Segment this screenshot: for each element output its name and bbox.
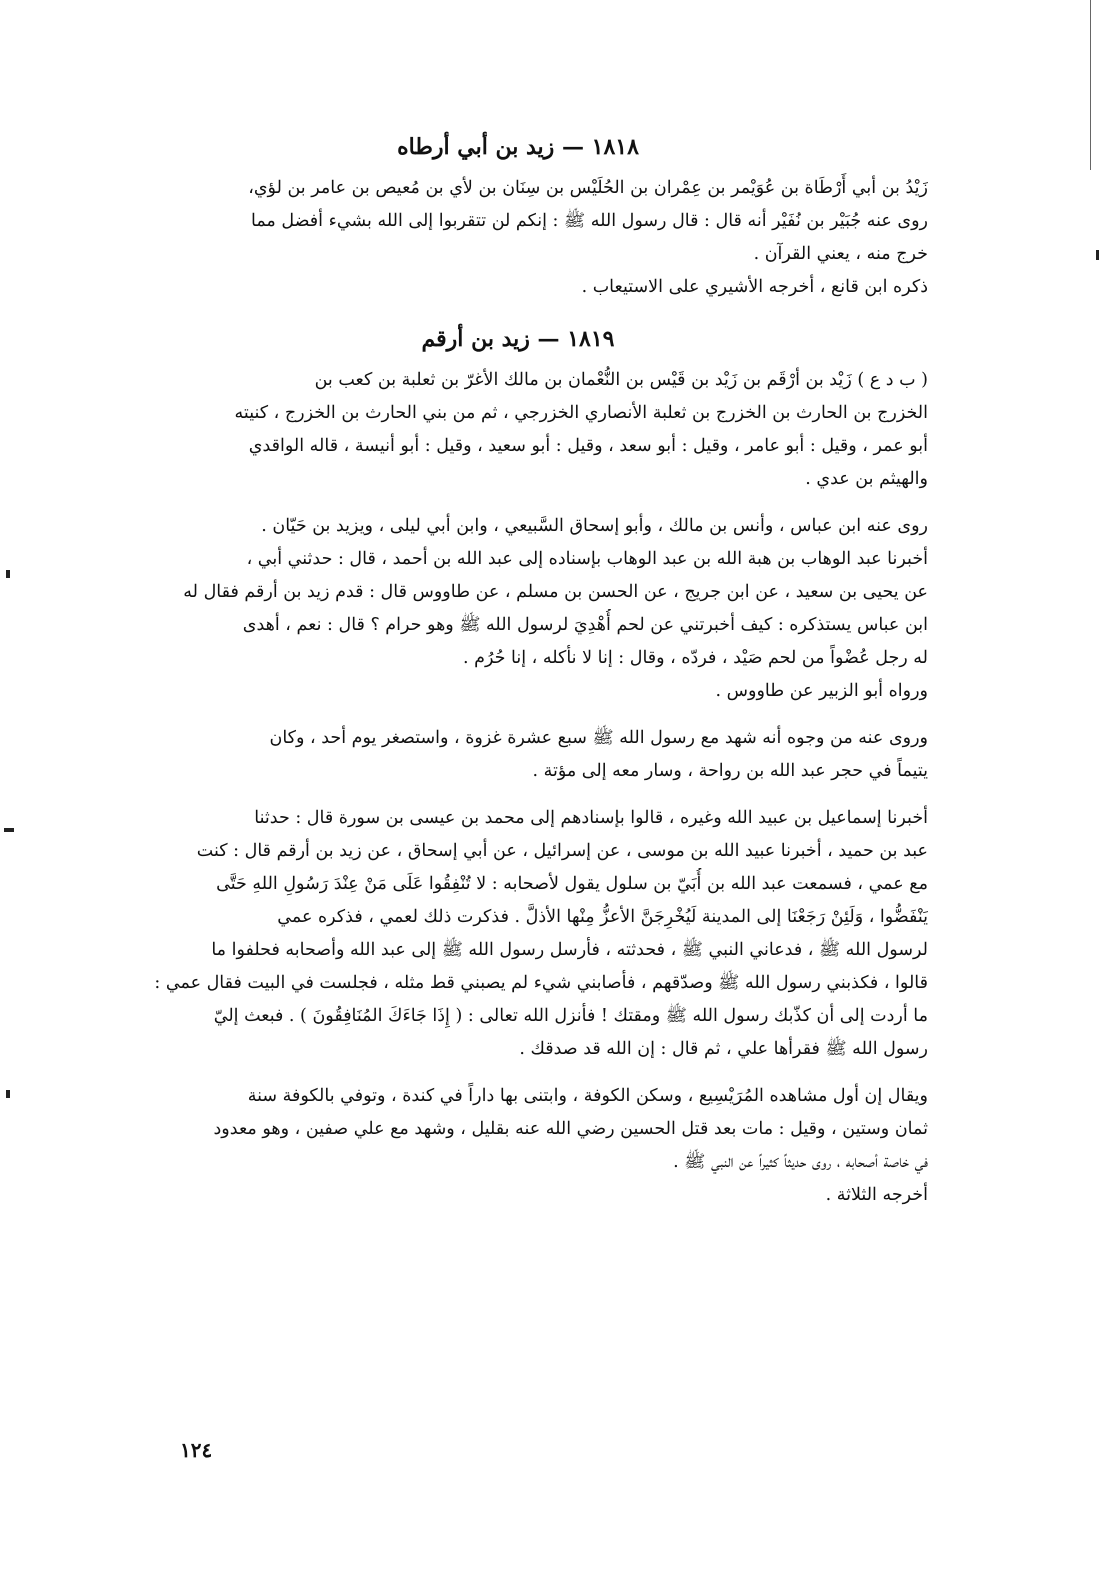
text-line: رسول الله ﷺ فقرأها علي ، ثم قال : إن الله قد صدقك . [519,1039,928,1059]
margin-mark [6,1090,10,1098]
text-line: ويقال إن أول مشاهده المُرَيْسِيع ، وسكن الكوفة ، وابتنى بها داراً في كندة ، وتوفي بالكوفة سنة [247,1086,928,1106]
text-line: في خاصة أصحابه ، روى حديثاً كثيراً عن النبي ﷺ . [673,1152,928,1172]
text-line: لرسول الله ﷺ ، فدعاني النبي ﷺ ، فحدثته ، فأرسل رسول الله ﷺ إلى عبد الله وأصحابه فحلفوا ما [211,940,928,960]
text-line: له رجل عُضْواً من لحم صَيْد ، فردّه ، وقال : إنا لا نأكله ، إنا حُرُم . [463,648,928,668]
entry-paragraph [108,543,928,675]
text-line: مع عمي ، فسمعت عبد الله بن أُبَيّ بن سلول يقول لأصحابه : لا تُنْفِقُوا عَلَى مَنْ عِنْدَ رَسُولِ اللهِ حَتَّى [216,874,928,894]
text-line: أخبرنا إسماعيل بن عبيد الله وغيره ، قالوا بإسنادهم إلى محمد بن عيسى بن سورة قال : حدثنا [254,808,928,828]
document-page [108,112,928,1532]
text-line: قالوا ، فكذبني رسول الله ﷺ وصدّقهم ، فأصابني شيء لم يصبني قط مثله ، فجلست في البيت فقال عمي : [154,973,928,993]
text-line: زَيْدُ بن أبي أَرْطَاة بن عُوَيْمر بن عِمْران بن الحُلَيْس بن سِنَان بن لأي بن مُعيص بن عامر بن لؤي، [248,178,928,198]
entry-paragraph [108,722,928,788]
entry-heading: ١٨١٨ — زيد بن أبي أرطاه [397,134,639,160]
text-line: عبد بن حميد ، أخبرنا عبيد الله بن موسى ، عن إسرائيل ، عن أبي إسحاق ، عن زيد بن أرقم قال : كنت [196,841,928,861]
text-line: خرج منه ، يعني القرآن . [753,244,928,264]
margin-mark [4,828,14,832]
page-number: ١٢٤ [180,1438,213,1462]
margin-mark [1096,250,1099,260]
scan-edge-line [1090,0,1091,170]
entry-paragraph [108,802,928,1066]
entry-paragraph [108,364,928,496]
text-line: روى عنه جُبَيْر بن نُفَيْر أنه قال : قال رسول الله ﷺ : إنكم لن تتقربوا إلى الله بشيء أفضل مما [250,211,928,231]
text-line: ابن عباس يستذكره : كيف أخبرتني عن لحم أُهْدِيَ لرسول الله ﷺ وهو حرام ؟ قال : نعم ، أهدى [242,615,928,635]
entry-paragraph [108,675,928,708]
text-line: يتيماً في حجر عبد الله بن رواحة ، وسار معه إلى مؤتة . [532,761,928,781]
entry-paragraph [108,510,928,543]
text-line: والهيثم بن عدي . [805,469,928,489]
text-line: أخبرنا عبد الوهاب بن هبة الله بن عبد الوهاب بإسناده إلى عبد الله بن أحمد ، قال : حدثني أبي ، [246,549,928,569]
text-line: الخزرج بن الحارث بن الخزرج بن ثعلبة الأنصاري الخزرجي ، ثم من بني الحارث بن الخزرج ، كنيته [234,403,928,423]
text-line: ورواه أبو الزبير عن طاووس . [715,681,928,701]
entry-paragraph [108,1179,928,1212]
entry-heading: ١٨١٩ — زيد بن أرقم [421,326,615,352]
margin-mark [6,570,10,578]
text-line: وروى عنه من وجوه أنه شهد مع رسول الله ﷺ سبع عشرة غزوة ، واستصغر يوم أحد ، وكان [269,728,928,748]
entry-paragraph [108,172,928,304]
text-line: أخرجه الثلاثة . [825,1185,928,1205]
text-line: يَنْفَضُّوا ، وَلَئِنْ رَجَعْنَا إلى المدينة لَيُخْرِجَنَّ الأعزُّ مِنْها الأذلَّ . فذكرت ذلك لعمي ، فذكره عمي [277,907,928,927]
text-line: عن يحيى بن سعيد ، عن ابن جريج ، عن الحسن بن مسلم ، عن طاووس قال : قدم زيد بن أرقم فقال له [183,582,928,602]
text-line: أبو عمر ، وقيل : أبو عامر ، وقيل : أبو سعد ، وقيل : أبو سعيد ، وقيل : أبو أنيسة ، قاله الواقدي [248,436,928,456]
text-line: ثمان وستين ، وقيل : مات بعد قتل الحسين رضي الله عنه بقليل ، وشهد مع علي صفين ، وهو معدود [213,1119,928,1139]
text-line: روى عنه ابن عباس ، وأنس بن مالك ، وأبو إسحاق السَّبيعي ، وابن أبي ليلى ، ويزيد بن حَيّان . [261,516,928,536]
text-line: ( ب د ع ) زَيْد بن أرْقَم بن زَيْد بن قَيْس بن النُّعْمان بن مالك الأغرّ بن ثعلبة بن كعب بن [314,370,928,390]
entry-paragraph [108,1080,928,1179]
text-line: ما أردت إلى أن كذّبك رسول الله ﷺ ومقتك ! فأنزل الله تعالى : ( إِذَا جَاءَكَ المُنَافِقُونَ ) . فبعث إليّ [213,1006,928,1026]
text-line: ذكره ابن قانع ، أخرجه الأشيري على الاستيعاب . [581,277,928,297]
